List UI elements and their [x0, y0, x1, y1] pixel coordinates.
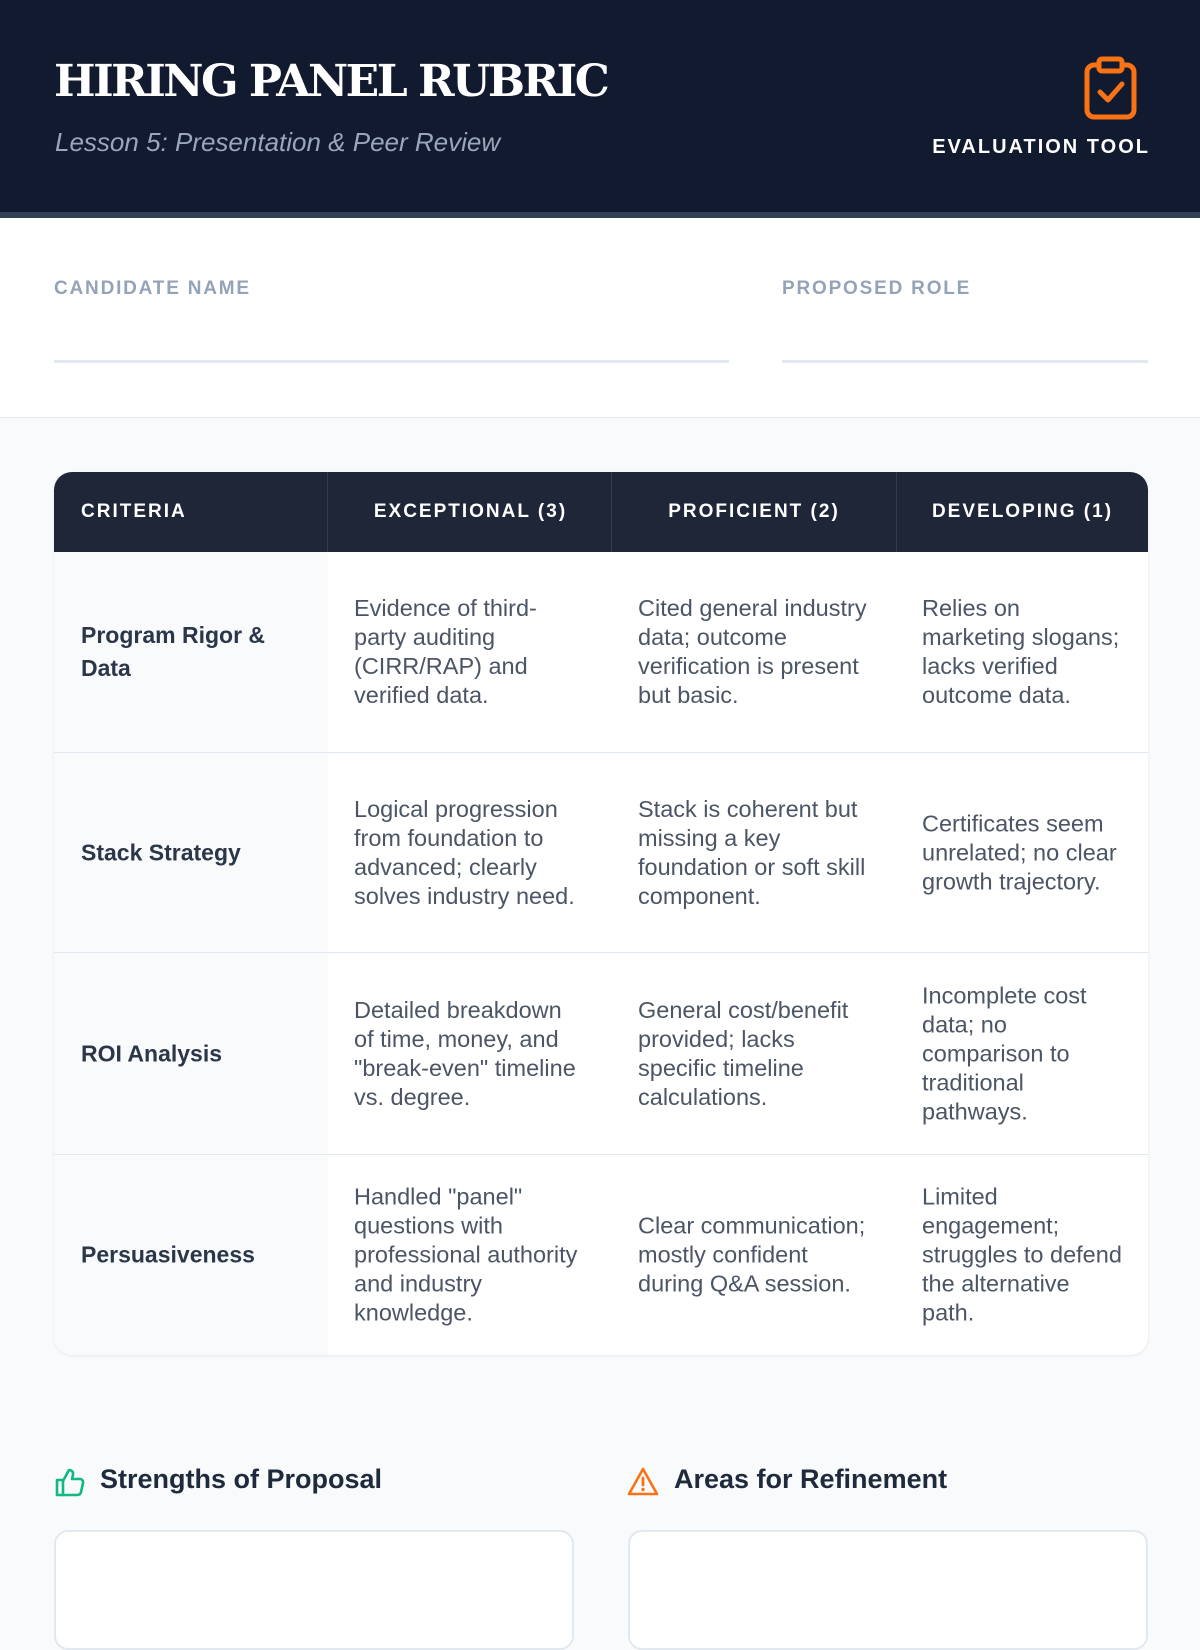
- criterion-label: Stack Strategy: [81, 839, 241, 865]
- criterion-label: Program Rigor & Data: [81, 622, 266, 681]
- criterion-label: ROI Analysis: [81, 1040, 223, 1066]
- exceptional-cell: Detailed breakdown of time, money, and "break-even" timeline vs. degree.: [354, 996, 576, 1110]
- refinement-heading: Areas for Refinement: [674, 1464, 948, 1494]
- proposed-role-field[interactable]: [782, 360, 1148, 363]
- evaluation-tool-label: EVALUATION TOOL: [932, 136, 1150, 158]
- column-header-criteria: CRITERIA: [81, 501, 187, 522]
- page-title: HIRING PANEL RUBRIC: [54, 56, 608, 107]
- table-row: [54, 1155, 1148, 1355]
- exceptional-cell: Logical progression from foundation to advanced; clearly solves industry need.: [354, 795, 575, 909]
- developing-cell: Limited engagement; struggles to defend the alternative path.: [922, 1183, 1122, 1326]
- developing-cell: Relies on marketing slogans; lacks verified outcome data.: [922, 595, 1120, 708]
- developing-cell: Incomplete cost data; no comparison to traditional pathways.: [922, 982, 1087, 1124]
- proficient-cell: Cited general industry data; outcome verification is present but basic.: [638, 595, 867, 708]
- rubric-table-header: [54, 472, 1148, 552]
- column-header-exceptional: EXCEPTIONAL (3): [373, 501, 568, 522]
- strengths-notes-box[interactable]: [54, 1530, 574, 1650]
- proficient-cell: Clear communication; mostly confident during Q&A session.: [638, 1212, 866, 1297]
- candidate-info-section: [0, 218, 1200, 418]
- criterion-label: Persuasiveness: [81, 1241, 255, 1268]
- warning-triangle-icon: [627, 1466, 659, 1498]
- exceptional-cell: Handled "panel" questions with professional authority and industry knowledge.: [354, 1183, 578, 1326]
- thumbs-up-icon: [54, 1466, 86, 1498]
- refinement-notes-box[interactable]: [628, 1530, 1148, 1650]
- table-row: [54, 552, 1148, 753]
- proposed-role-label: PROPOSED ROLE: [782, 278, 972, 299]
- candidate-name-field[interactable]: [54, 360, 729, 363]
- candidate-name-label: CANDIDATE NAME: [54, 278, 251, 299]
- exceptional-cell: Evidence of third-party auditing (CIRR/RAP) and verified data.: [354, 595, 537, 708]
- clipboard-check-icon: [1083, 56, 1143, 122]
- rubric-table: [54, 472, 1148, 1355]
- table-row: [54, 953, 1148, 1155]
- header-banner: [0, 0, 1200, 218]
- proficient-cell: General cost/benefit provided; lacks specific timeline calculations.: [638, 996, 849, 1110]
- strengths-heading: Strengths of Proposal: [100, 1464, 383, 1494]
- proficient-cell: Stack is coherent but missing a key foundation or soft skill component.: [638, 795, 866, 909]
- column-header-developing: DEVELOPING (1): [931, 501, 1114, 522]
- table-row: [54, 753, 1148, 953]
- page-subtitle: Lesson 5: Presentation & Peer Review: [55, 127, 501, 157]
- column-header-proficient: PROFICIENT (2): [668, 501, 840, 522]
- developing-cell: Certificates seem unrelated; no clear growth trajectory.: [922, 810, 1117, 894]
